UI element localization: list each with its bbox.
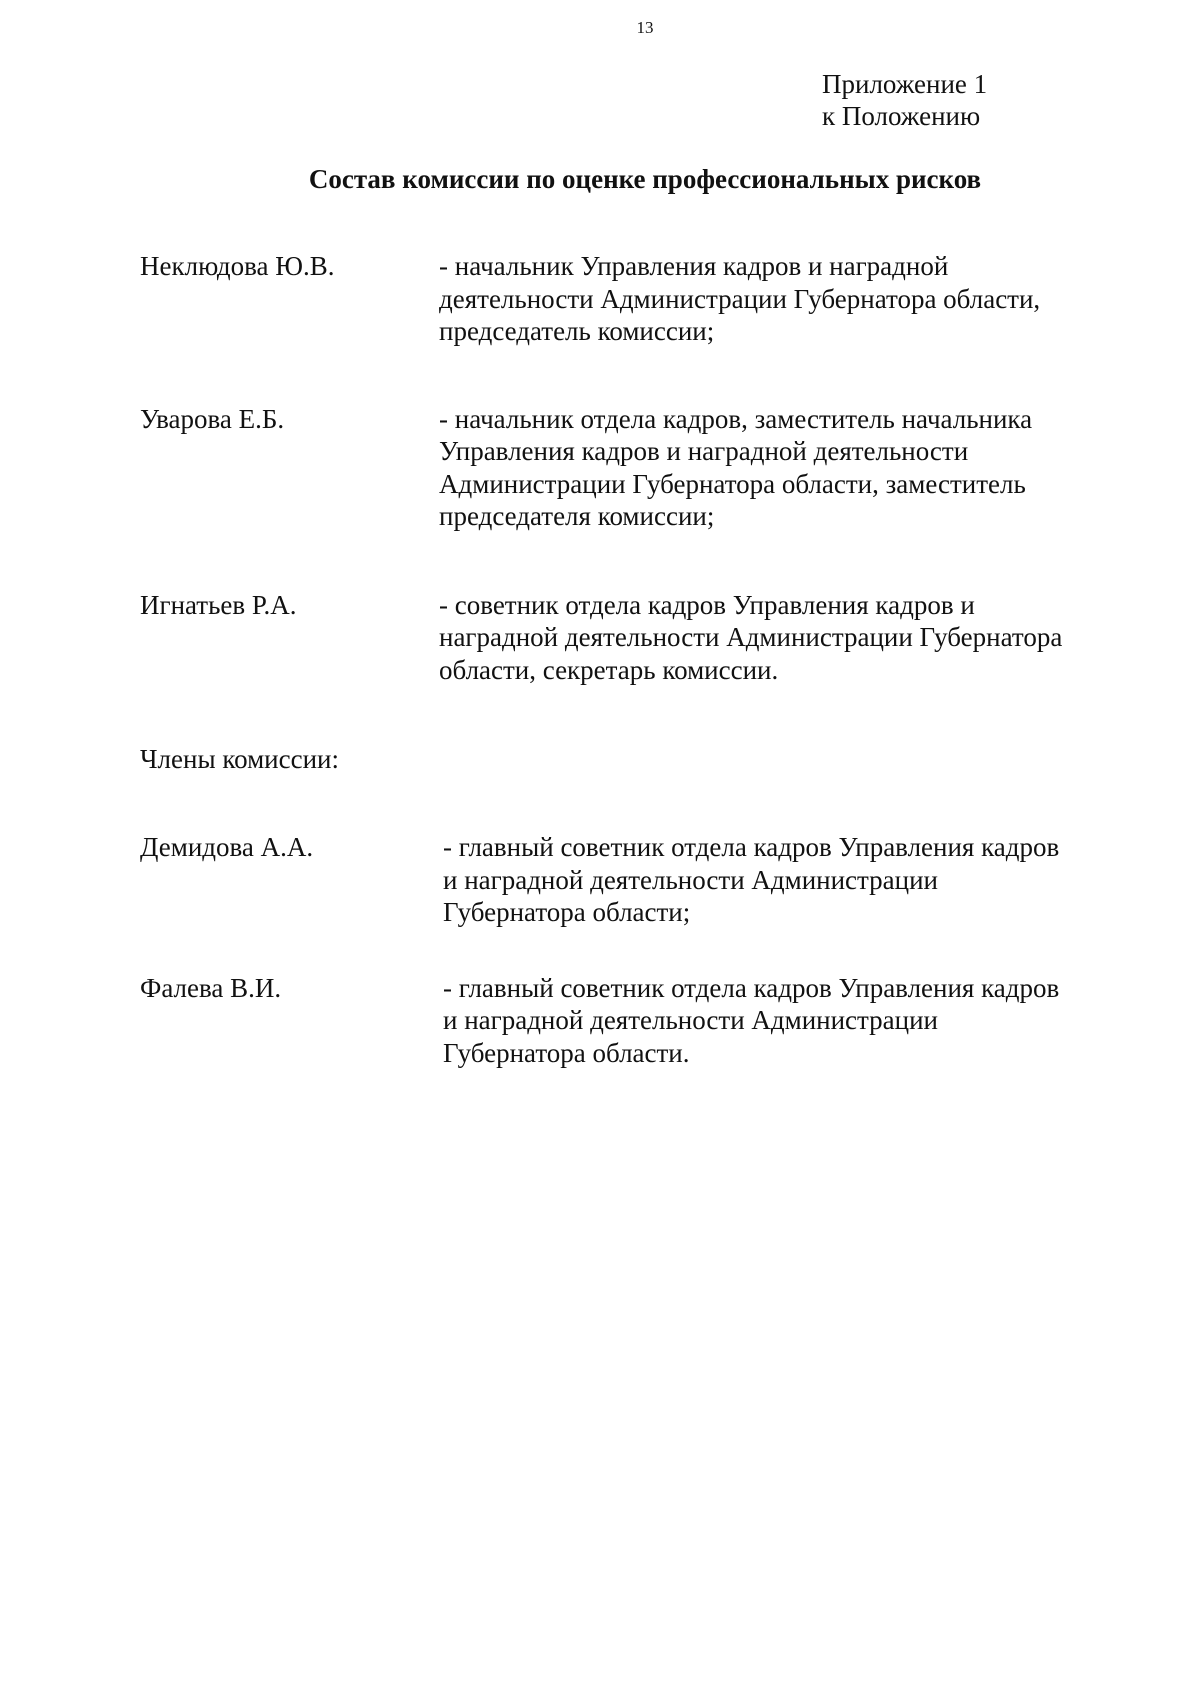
commission-entry bbox=[140, 589, 1100, 687]
member-role bbox=[439, 589, 1099, 687]
commission-entry bbox=[140, 403, 1100, 533]
appendix-line-2: к Положению bbox=[822, 101, 981, 131]
page-number: 13 bbox=[636, 18, 654, 37]
role-line: - главный советник отдела кадров Управления кадров bbox=[443, 972, 1060, 1003]
member-name: Фалева В.И. bbox=[140, 972, 282, 1003]
commission-member-entry bbox=[140, 972, 1100, 1070]
commission-entry bbox=[140, 250, 1100, 348]
role-line: - главный советник отдела кадров Управления кадров bbox=[443, 832, 1060, 862]
role-line: наградной деятельности Администрации Губернатора bbox=[439, 622, 1063, 652]
member-name: Игнатьев Р.А. bbox=[140, 589, 297, 620]
commission-member-entry bbox=[140, 831, 1100, 929]
appendix-line-1: Приложение 1 bbox=[822, 69, 988, 99]
role-line: - советник отдела кадров Управления кадров и bbox=[439, 589, 975, 620]
members-heading: Члены комиссии: bbox=[140, 744, 339, 774]
role-line: Администрации Губернатора области, заместитель bbox=[439, 468, 1026, 499]
role-line: председателя комиссии; bbox=[439, 501, 715, 531]
member-role bbox=[443, 972, 1103, 1070]
role-line: - начальник Управления кадров и наградной bbox=[439, 251, 949, 281]
role-line: - начальник отдела кадров, заместитель начальника bbox=[439, 403, 1033, 434]
role-line: области, секретарь комиссии. bbox=[439, 654, 779, 685]
member-name: Уварова Е.Б. bbox=[140, 403, 285, 434]
role-line: и наградной деятельности Администрации bbox=[443, 864, 939, 895]
document-title: Состав комиссии по оценке профессиональных рисков bbox=[308, 164, 982, 194]
member-role bbox=[443, 831, 1103, 929]
role-line: и наградной деятельности Администрации bbox=[443, 1005, 939, 1035]
role-line: деятельности Администрации Губернатора области, bbox=[439, 283, 1041, 314]
role-line: председатель комиссии; bbox=[439, 316, 715, 346]
member-name: Демидова А.А. bbox=[140, 832, 314, 862]
member-name: Неклюдова Ю.В. bbox=[140, 251, 335, 281]
commission-list bbox=[140, 250, 1100, 1069]
role-line: Управления кадров и наградной деятельности bbox=[439, 436, 969, 466]
role-line: Губернатора области; bbox=[443, 897, 691, 927]
member-role bbox=[439, 403, 1099, 533]
appendix-note bbox=[822, 68, 987, 132]
member-role bbox=[439, 250, 1099, 348]
role-line: Губернатора области. bbox=[443, 1037, 690, 1068]
